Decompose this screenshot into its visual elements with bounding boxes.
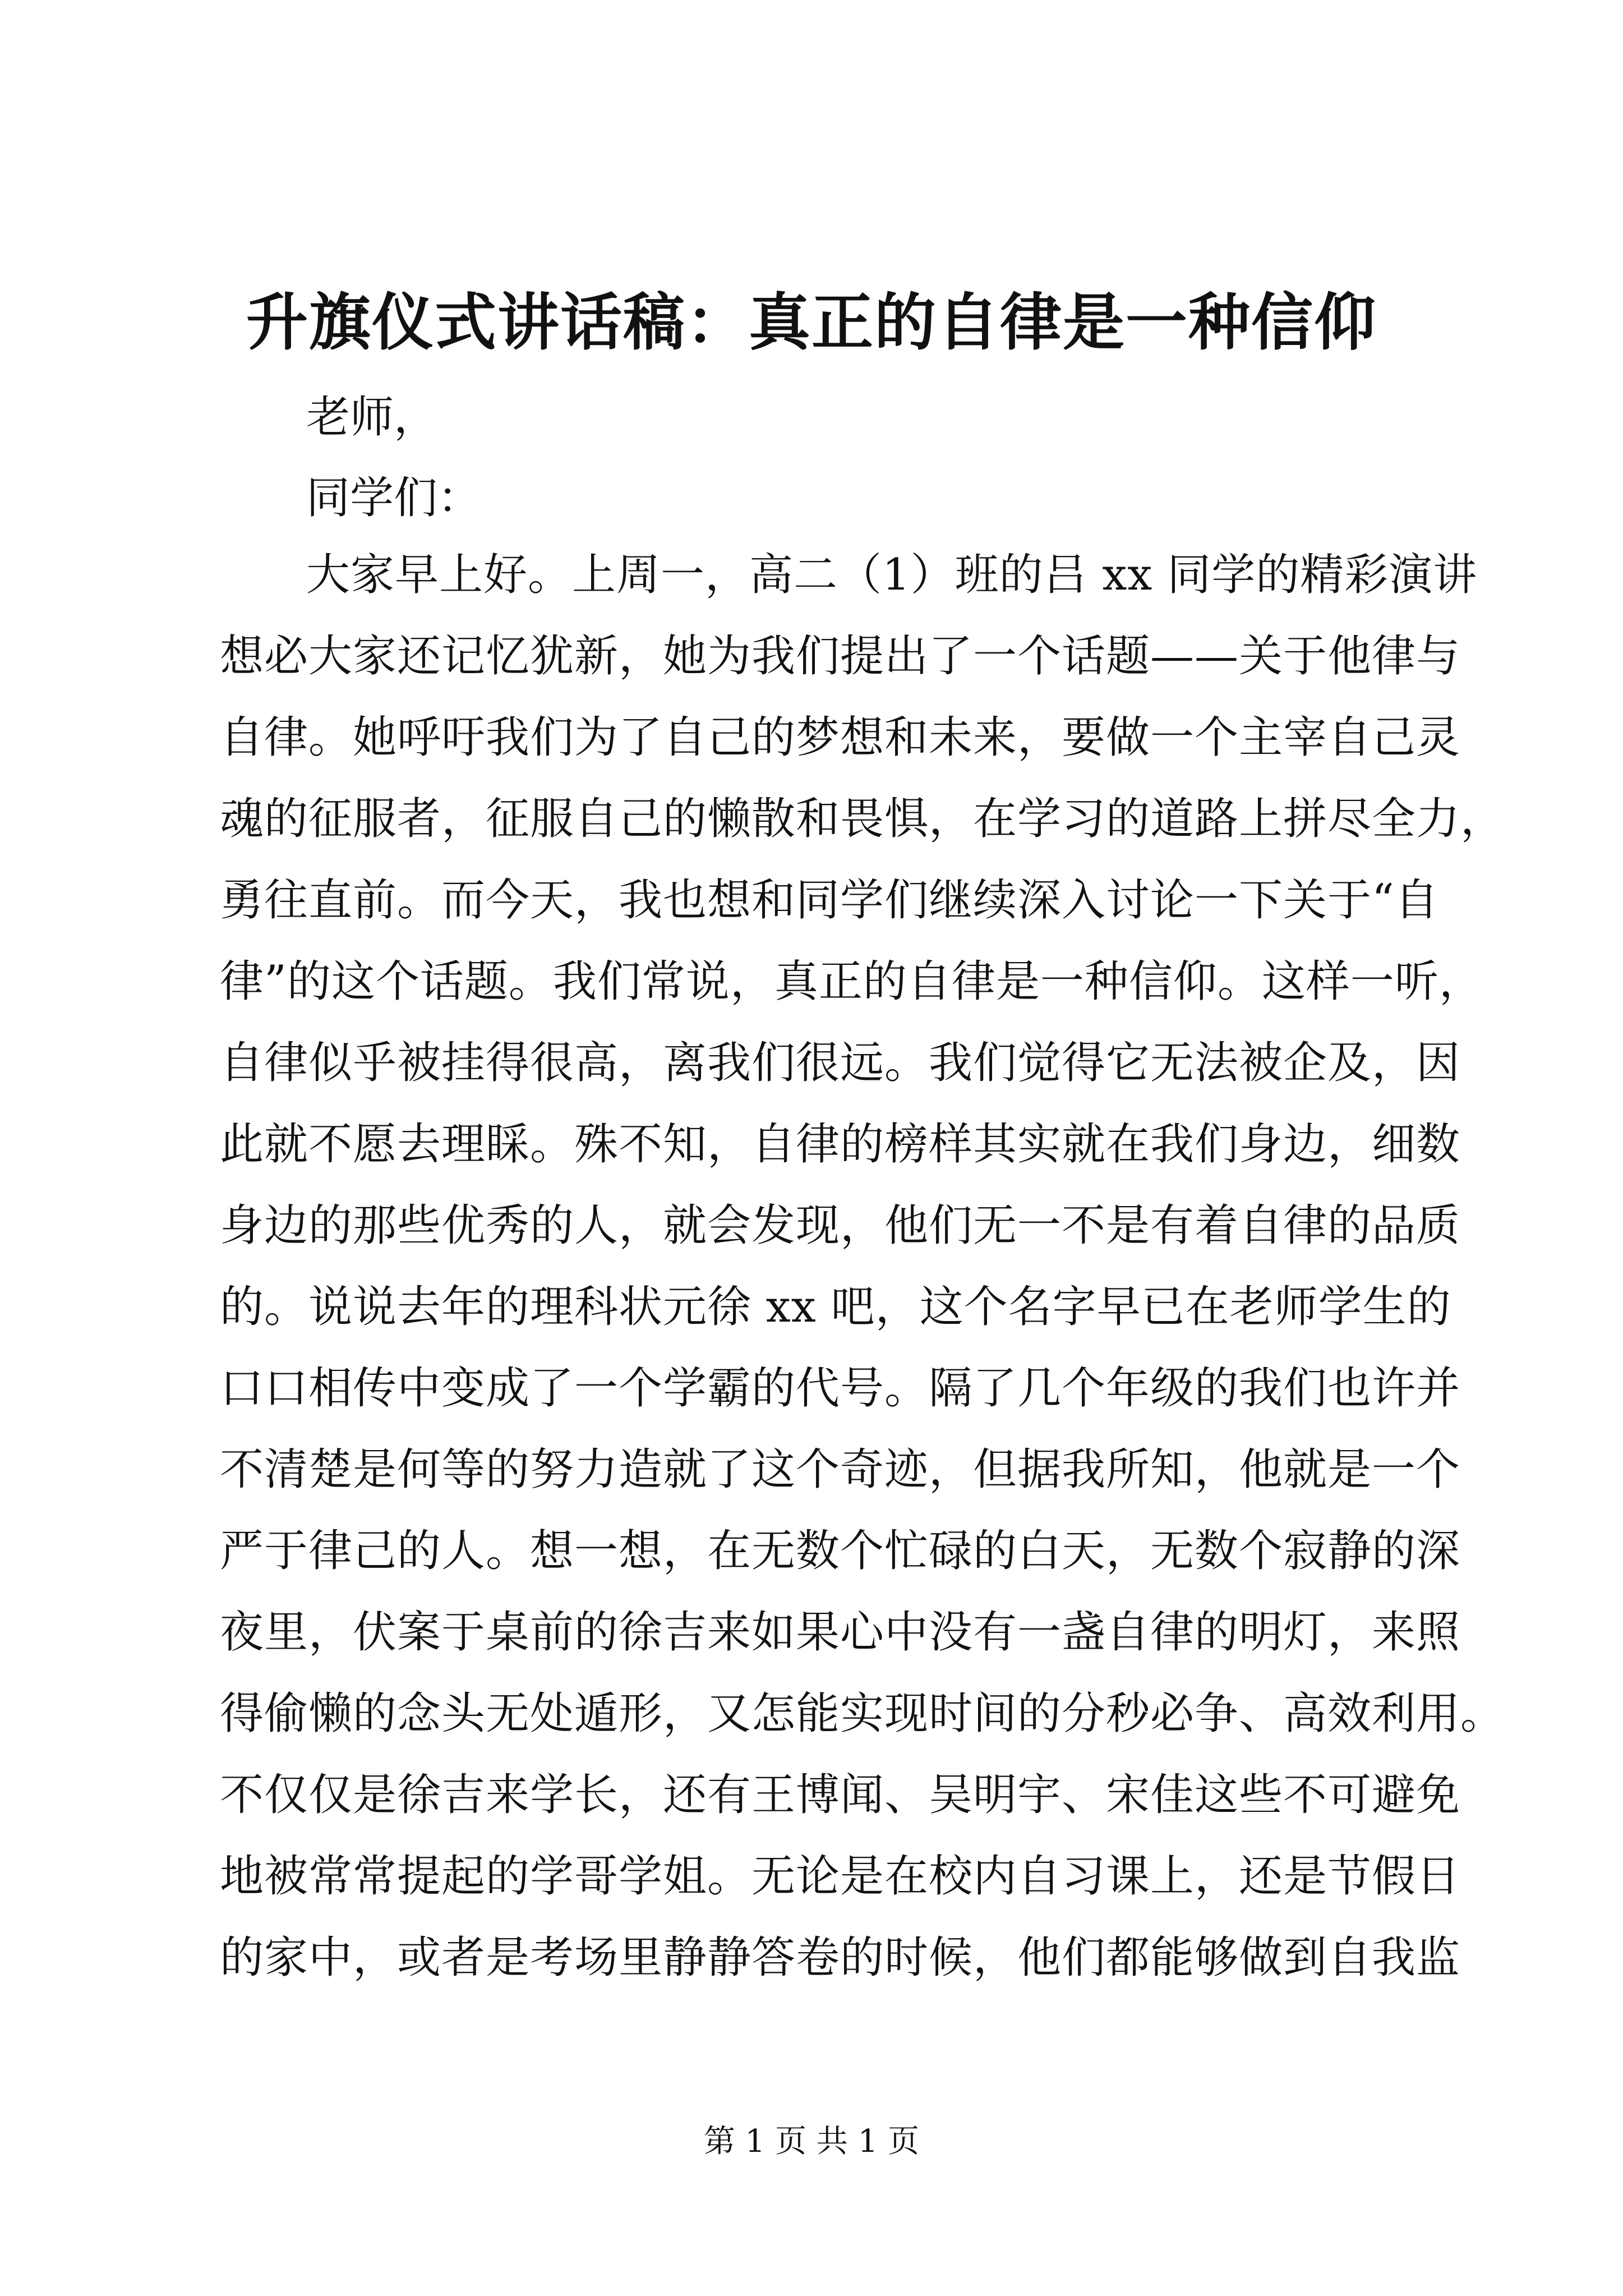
body-line: 的家中，或者是考场里静静答卷的时候，他们都能够做到自我监 [220,1932,1461,1983]
body-line: 自律。她呼吁我们为了自己的梦想和未来，要做一个主宰自己灵 [220,712,1461,763]
body-line: 想必大家还记忆犹新，她为我们提出了一个话题——关于他律与 [220,631,1461,682]
body-line: 口口相传中变成了一个学霸的代号。隔了几个年级的我们也许并 [220,1363,1461,1414]
body-line: 自律似乎被挂得很高，离我们很远。我们觉得它无法被企及，因 [220,1038,1461,1088]
body-line: 严于律己的人。想一想，在无数个忙碌的白天，无数个寂静的深 [220,1526,1461,1576]
body-line: 地被常常提起的学哥学姐。无论是在校内自习课上，还是节假日 [220,1851,1461,1902]
body-line: 不清楚是何等的努力造就了这个奇迹，但据我所知，他就是一个 [220,1444,1461,1495]
body-line: 魂的征服者，征服自己的懒散和畏惧，在学习的道路上拼尽全力， [220,794,1505,844]
speech-body [220,547,1505,2011]
body-line: 得偷懒的念头无处遁形，又怎能实现时间的分秒必争、高效利用。 [220,1688,1505,1739]
salutation-teachers: 老师， [306,392,438,443]
body-line: 大家早上好。上周一，高二（1）班的吕 xx 同学的精彩演讲 [306,550,1478,600]
body-line: 勇往直前。而今天，我也想和同学们继续深入讨论一下关于“自 [220,875,1439,926]
body-line: 不仅仅是徐吉来学长，还有王博闻、吴明宇、宋佳这些不可避免 [220,1770,1461,1820]
page-footer: 第 1 页 共 1 页 [703,2123,920,2160]
body-line: 身边的那些优秀的人，就会发现，他们无一不是有着自律的品质 [220,1200,1461,1251]
body-line: 此就不愿去理睬。殊不知，自律的榜样其实就在我们身边，细数 [220,1119,1461,1170]
body-line: 夜里，伏案于桌前的徐吉来如果心中没有一盏自律的明灯，来照 [220,1607,1461,1658]
document-title: 升旗仪式讲话稿：真正的自律是一种信仰 [246,286,1377,358]
body-line: 的。说说去年的理科状元徐 xx 吧，这个名字早已在老师学生的 [220,1282,1451,1332]
body-line: 律”的这个话题。我们常说，真正的自律是一种信仰。这样一听， [220,956,1483,1007]
salutation-students: 同学们： [306,473,482,523]
